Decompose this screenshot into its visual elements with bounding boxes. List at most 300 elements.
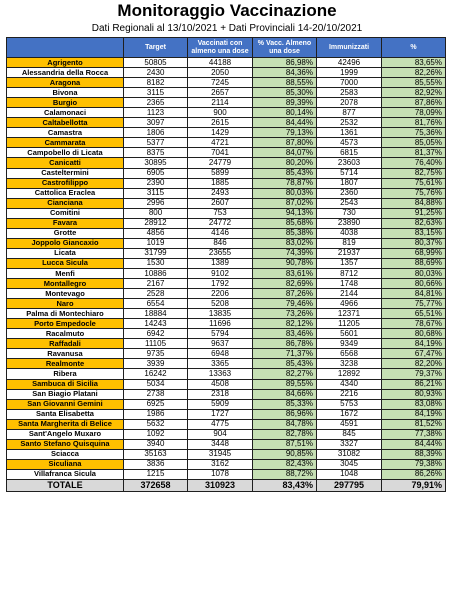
row-target: 14243	[124, 319, 188, 329]
row-immunized: 1807	[317, 178, 382, 188]
row-target: 2430	[124, 68, 188, 78]
row-immunized: 845	[317, 429, 382, 439]
row-vaccinated: 7245	[188, 78, 253, 88]
row-immunized: 2144	[317, 289, 382, 299]
table-row	[7, 359, 446, 369]
table-row	[7, 148, 446, 158]
row-vaccinated-pct: 86,98%	[253, 58, 317, 68]
row-immunized-pct: 84,88%	[382, 198, 446, 208]
row-municipality: Cianciana	[7, 198, 124, 208]
row-immunized: 4966	[317, 299, 382, 309]
row-immunized: 2543	[317, 198, 382, 208]
table-row	[7, 469, 446, 479]
table-row	[7, 429, 446, 439]
row-immunized-pct: 83,15%	[382, 228, 446, 238]
row-vaccinated: 24772	[188, 218, 253, 228]
row-immunized-pct: 75,77%	[382, 299, 446, 309]
row-target: 2996	[124, 198, 188, 208]
row-target: 6942	[124, 329, 188, 339]
row-target: 1092	[124, 429, 188, 439]
row-immunized-pct: 88,69%	[382, 258, 446, 268]
row-municipality: San Giovanni Gemini	[7, 399, 124, 409]
row-target: 3115	[124, 88, 188, 98]
row-vaccinated-pct: 82,43%	[253, 459, 317, 469]
row-immunized-pct: 75,76%	[382, 188, 446, 198]
row-immunized: 1672	[317, 409, 382, 419]
table-row	[7, 268, 446, 278]
row-municipality: Calamonaci	[7, 108, 124, 118]
row-immunized-pct: 87,86%	[382, 98, 446, 108]
row-vaccinated: 3162	[188, 459, 253, 469]
table-row	[7, 238, 446, 248]
table-row	[7, 118, 446, 128]
row-immunized-pct: 82,75%	[382, 168, 446, 178]
row-immunized-pct: 82,20%	[382, 359, 446, 369]
page-subtitle: Dati Regionali al 13/10/2021 + Dati Provinciali 14-20/10/2021	[91, 23, 363, 34]
row-municipality: Santa Margherita di Belice	[7, 419, 124, 429]
row-immunized-pct: 79,38%	[382, 459, 446, 469]
row-immunized-pct: 65,51%	[382, 309, 446, 319]
row-immunized: 1357	[317, 258, 382, 268]
row-target: 31799	[124, 248, 188, 258]
row-municipality: Campobello di Licata	[7, 148, 124, 158]
row-vaccinated-pct: 84,36%	[253, 68, 317, 78]
table-row	[7, 459, 446, 469]
row-immunized-pct: 83,08%	[382, 399, 446, 409]
row-target: 2365	[124, 98, 188, 108]
row-target: 372658	[124, 479, 188, 491]
row-vaccinated: 2657	[188, 88, 253, 98]
row-immunized-pct: 85,05%	[382, 138, 446, 148]
row-municipality: Sciacca	[7, 449, 124, 459]
row-vaccinated: 5899	[188, 168, 253, 178]
row-municipality: Alessandria della Rocca	[7, 68, 124, 78]
table-row	[7, 299, 446, 309]
row-vaccinated: 24779	[188, 158, 253, 168]
row-vaccinated-pct: 84,44%	[253, 118, 317, 128]
row-immunized: 2078	[317, 98, 382, 108]
row-immunized-pct: 80,03%	[382, 268, 446, 278]
row-vaccinated: 5794	[188, 329, 253, 339]
row-vaccinated-pct: 86,78%	[253, 339, 317, 349]
table-row	[7, 198, 446, 208]
row-vaccinated-pct: 82,27%	[253, 369, 317, 379]
row-immunized: 12371	[317, 309, 382, 319]
row-municipality: Siculiana	[7, 459, 124, 469]
table-row	[7, 439, 446, 449]
row-municipality: Caltabellotta	[7, 118, 124, 128]
total-row	[7, 479, 446, 491]
row-vaccinated: 2607	[188, 198, 253, 208]
row-vaccinated-pct: 71,37%	[253, 349, 317, 359]
row-immunized: 877	[317, 108, 382, 118]
row-target: 8375	[124, 148, 188, 158]
row-immunized-pct: 82,26%	[382, 68, 446, 78]
row-immunized-pct: 78,09%	[382, 108, 446, 118]
table-row	[7, 168, 446, 178]
row-municipality: Canicatti	[7, 158, 124, 168]
row-vaccinated: 2318	[188, 389, 253, 399]
row-immunized: 297795	[317, 479, 382, 491]
row-vaccinated: 1885	[188, 178, 253, 188]
row-vaccinated: 2114	[188, 98, 253, 108]
row-immunized: 4038	[317, 228, 382, 238]
row-immunized: 2360	[317, 188, 382, 198]
row-immunized: 819	[317, 238, 382, 248]
row-immunized-pct: 75,61%	[382, 178, 446, 188]
row-municipality: Lucca Sicula	[7, 258, 124, 268]
row-municipality: Santa Elisabetta	[7, 409, 124, 419]
row-target: 800	[124, 208, 188, 218]
row-vaccinated: 4508	[188, 379, 253, 389]
row-vaccinated-pct: 86,96%	[253, 409, 317, 419]
row-target: 50805	[124, 58, 188, 68]
row-vaccinated-pct: 87,51%	[253, 439, 317, 449]
row-municipality: Grotte	[7, 228, 124, 238]
row-target: 3097	[124, 118, 188, 128]
header-vaccinated-pct: % Vacc. Almeno una dose	[253, 38, 317, 58]
row-immunized: 5753	[317, 399, 382, 409]
row-immunized: 23890	[317, 218, 382, 228]
row-immunized-pct: 81,76%	[382, 118, 446, 128]
table-row	[7, 379, 446, 389]
table-row	[7, 68, 446, 78]
row-municipality: Naro	[7, 299, 124, 309]
row-immunized: 4340	[317, 379, 382, 389]
row-immunized-pct: 86,21%	[382, 379, 446, 389]
row-target: 6925	[124, 399, 188, 409]
row-vaccinated-pct: 80,03%	[253, 188, 317, 198]
row-immunized-pct: 84,81%	[382, 289, 446, 299]
row-municipality: Ribera	[7, 369, 124, 379]
row-vaccinated: 9637	[188, 339, 253, 349]
row-target: 2528	[124, 289, 188, 299]
row-vaccinated-pct: 84,78%	[253, 419, 317, 429]
table-row	[7, 188, 446, 198]
row-immunized-pct: 82,92%	[382, 88, 446, 98]
row-municipality: Menfi	[7, 268, 124, 278]
row-vaccinated-pct: 84,07%	[253, 148, 317, 158]
row-vaccinated: 7041	[188, 148, 253, 158]
row-immunized: 7000	[317, 78, 382, 88]
row-vaccinated-pct: 83,61%	[253, 268, 317, 278]
row-immunized: 2532	[317, 118, 382, 128]
row-immunized-pct: 83,65%	[382, 58, 446, 68]
row-vaccinated-pct: 88,55%	[253, 78, 317, 88]
row-target: 3939	[124, 359, 188, 369]
row-vaccinated-pct: 94,13%	[253, 208, 317, 218]
row-target: 8182	[124, 78, 188, 88]
row-vaccinated: 4146	[188, 228, 253, 238]
row-immunized-pct: 79,91%	[382, 479, 446, 491]
header-target: Target	[124, 38, 188, 58]
row-vaccinated-pct: 74,39%	[253, 248, 317, 258]
row-target: 1986	[124, 409, 188, 419]
header-vaccinated: Vaccinati con almeno una dose	[188, 38, 253, 58]
row-vaccinated: 6948	[188, 349, 253, 359]
row-immunized: 12892	[317, 369, 382, 379]
row-immunized: 1999	[317, 68, 382, 78]
row-municipality: Palma di Montechiaro	[7, 309, 124, 319]
table-row	[7, 419, 446, 429]
row-immunized-pct: 78,67%	[382, 319, 446, 329]
row-immunized: 3045	[317, 459, 382, 469]
row-vaccinated-pct: 82,69%	[253, 279, 317, 289]
table-row	[7, 138, 446, 148]
row-municipality: Agrigento	[7, 58, 124, 68]
row-immunized: 8712	[317, 268, 382, 278]
row-vaccinated: 3448	[188, 439, 253, 449]
row-vaccinated-pct: 79,46%	[253, 299, 317, 309]
row-vaccinated: 1727	[188, 409, 253, 419]
row-vaccinated: 13363	[188, 369, 253, 379]
row-vaccinated: 5909	[188, 399, 253, 409]
row-vaccinated-pct: 78,87%	[253, 178, 317, 188]
row-target: 35163	[124, 449, 188, 459]
row-immunized-pct: 81,37%	[382, 148, 446, 158]
row-vaccinated: 9102	[188, 268, 253, 278]
row-municipality: Raffadali	[7, 339, 124, 349]
row-municipality: Montallegro	[7, 279, 124, 289]
row-target: 2738	[124, 389, 188, 399]
row-target: 5034	[124, 379, 188, 389]
table-row	[7, 128, 446, 138]
row-municipality: Realmonte	[7, 359, 124, 369]
row-immunized-pct: 84,19%	[382, 339, 446, 349]
row-vaccinated: 3365	[188, 359, 253, 369]
row-vaccinated-pct: 82,12%	[253, 319, 317, 329]
row-vaccinated: 13835	[188, 309, 253, 319]
row-target: 3115	[124, 188, 188, 198]
row-immunized-pct: 81,52%	[382, 419, 446, 429]
row-vaccinated: 11696	[188, 319, 253, 329]
table-row	[7, 158, 446, 168]
row-vaccinated-pct: 85,33%	[253, 399, 317, 409]
table-row	[7, 58, 446, 68]
row-immunized-pct: 80,93%	[382, 389, 446, 399]
row-target: 2167	[124, 279, 188, 289]
row-immunized: 23603	[317, 158, 382, 168]
table-row	[7, 289, 446, 299]
vaccination-table	[6, 37, 446, 492]
row-immunized-pct: 85,55%	[382, 78, 446, 88]
header-row	[7, 38, 446, 58]
row-target: 9735	[124, 349, 188, 359]
header-municipality	[7, 38, 124, 58]
row-vaccinated: 2050	[188, 68, 253, 78]
row-target: 6554	[124, 299, 188, 309]
row-immunized: 42496	[317, 58, 382, 68]
row-vaccinated: 5208	[188, 299, 253, 309]
row-municipality: Sambuca di Sicilia	[7, 379, 124, 389]
row-immunized: 9349	[317, 339, 382, 349]
row-target: 18884	[124, 309, 188, 319]
table-row	[7, 258, 446, 268]
row-municipality: Burgio	[7, 98, 124, 108]
row-target: 11105	[124, 339, 188, 349]
row-vaccinated-pct: 82,78%	[253, 429, 317, 439]
row-municipality: San Biagio Platani	[7, 389, 124, 399]
row-target: 1806	[124, 128, 188, 138]
row-immunized: 4591	[317, 419, 382, 429]
row-immunized-pct: 84,44%	[382, 439, 446, 449]
row-vaccinated-pct: 89,55%	[253, 379, 317, 389]
row-immunized: 6568	[317, 349, 382, 359]
row-immunized-pct: 67,47%	[382, 349, 446, 359]
row-municipality: Favara	[7, 218, 124, 228]
row-vaccinated: 904	[188, 429, 253, 439]
row-target: 30895	[124, 158, 188, 168]
row-immunized-pct: 80,68%	[382, 329, 446, 339]
row-vaccinated: 2615	[188, 118, 253, 128]
row-immunized-pct: 77,38%	[382, 429, 446, 439]
table-row	[7, 228, 446, 238]
row-vaccinated: 1429	[188, 128, 253, 138]
row-municipality: Cattolica Eraclea	[7, 188, 124, 198]
row-vaccinated-pct: 87,26%	[253, 289, 317, 299]
row-immunized-pct: 75,36%	[382, 128, 446, 138]
row-immunized-pct: 88,39%	[382, 449, 446, 459]
table-row	[7, 248, 446, 258]
row-vaccinated: 2493	[188, 188, 253, 198]
table-row	[7, 339, 446, 349]
row-municipality: Ravanusa	[7, 349, 124, 359]
row-vaccinated: 2206	[188, 289, 253, 299]
row-vaccinated: 1078	[188, 469, 253, 479]
row-immunized: 730	[317, 208, 382, 218]
row-vaccinated-pct: 90,78%	[253, 258, 317, 268]
row-target: 5632	[124, 419, 188, 429]
table-row	[7, 78, 446, 88]
row-immunized: 5601	[317, 329, 382, 339]
row-immunized-pct: 79,37%	[382, 369, 446, 379]
row-vaccinated-pct: 80,14%	[253, 108, 317, 118]
header-immunized-pct: %	[382, 38, 446, 58]
row-vaccinated-pct: 88,72%	[253, 469, 317, 479]
row-vaccinated: 44188	[188, 58, 253, 68]
row-immunized: 21937	[317, 248, 382, 258]
row-immunized: 3327	[317, 439, 382, 449]
row-vaccinated-pct: 85,38%	[253, 228, 317, 238]
row-target: 1123	[124, 108, 188, 118]
table-row	[7, 108, 446, 118]
table-body	[7, 58, 446, 492]
row-vaccinated-pct: 85,43%	[253, 359, 317, 369]
row-municipality: Bivona	[7, 88, 124, 98]
row-vaccinated-pct: 80,20%	[253, 158, 317, 168]
table-row	[7, 88, 446, 98]
row-immunized-pct: 86,26%	[382, 469, 446, 479]
row-vaccinated-pct: 85,30%	[253, 88, 317, 98]
row-municipality: Aragona	[7, 78, 124, 88]
row-vaccinated: 846	[188, 238, 253, 248]
row-immunized: 2583	[317, 88, 382, 98]
table-row	[7, 369, 446, 379]
row-immunized: 1748	[317, 279, 382, 289]
row-municipality: Joppolo Giancaxio	[7, 238, 124, 248]
table-row	[7, 319, 446, 329]
row-vaccinated-pct: 85,43%	[253, 168, 317, 178]
row-target: 10886	[124, 268, 188, 278]
row-vaccinated-pct: 83,46%	[253, 329, 317, 339]
table-row	[7, 399, 446, 409]
table-row	[7, 409, 446, 419]
row-vaccinated: 4775	[188, 419, 253, 429]
row-vaccinated-pct: 85,68%	[253, 218, 317, 228]
table-row	[7, 218, 446, 228]
row-vaccinated: 1792	[188, 279, 253, 289]
header-immunized: Immunizzati	[317, 38, 382, 58]
row-target: 16242	[124, 369, 188, 379]
row-immunized: 1048	[317, 469, 382, 479]
row-immunized-pct: 82,63%	[382, 218, 446, 228]
row-immunized: 4573	[317, 138, 382, 148]
row-target: 1215	[124, 469, 188, 479]
row-target: 1530	[124, 258, 188, 268]
row-vaccinated-pct: 87,80%	[253, 138, 317, 148]
row-immunized: 3238	[317, 359, 382, 369]
row-municipality: Montevago	[7, 289, 124, 299]
table-row	[7, 329, 446, 339]
row-vaccinated-pct: 87,02%	[253, 198, 317, 208]
row-municipality: Castrofilippo	[7, 178, 124, 188]
row-vaccinated-pct: 90,85%	[253, 449, 317, 459]
row-vaccinated-pct: 83,02%	[253, 238, 317, 248]
row-municipality: Racalmuto	[7, 329, 124, 339]
row-vaccinated: 900	[188, 108, 253, 118]
row-municipality: Casteltermini	[7, 168, 124, 178]
row-municipality: Licata	[7, 248, 124, 258]
row-immunized: 2216	[317, 389, 382, 399]
row-immunized-pct: 80,66%	[382, 279, 446, 289]
row-municipality: Comitini	[7, 208, 124, 218]
row-vaccinated-pct: 83,43%	[253, 479, 317, 491]
row-vaccinated: 310923	[188, 479, 253, 491]
row-immunized: 6815	[317, 148, 382, 158]
table-row	[7, 309, 446, 319]
row-vaccinated-pct: 79,13%	[253, 128, 317, 138]
row-municipality: Porto Empedocle	[7, 319, 124, 329]
table-row	[7, 178, 446, 188]
row-immunized-pct: 76,40%	[382, 158, 446, 168]
table-row	[7, 449, 446, 459]
table-row	[7, 349, 446, 359]
row-municipality: Cammarata	[7, 138, 124, 148]
row-vaccinated: 31945	[188, 449, 253, 459]
row-municipality: Villafranca Sicula	[7, 469, 124, 479]
row-target: 6905	[124, 168, 188, 178]
row-target: 1019	[124, 238, 188, 248]
row-municipality: Sant'Angelo Muxaro	[7, 429, 124, 439]
row-vaccinated-pct: 89,39%	[253, 98, 317, 108]
row-vaccinated-pct: 73,26%	[253, 309, 317, 319]
row-municipality: TOTALE	[7, 479, 124, 491]
row-immunized: 5714	[317, 168, 382, 178]
row-municipality: Santo Stefano Quisquina	[7, 439, 124, 449]
row-immunized: 31082	[317, 449, 382, 459]
row-immunized: 11205	[317, 319, 382, 329]
table-row	[7, 389, 446, 399]
row-target: 28912	[124, 218, 188, 228]
row-target: 4856	[124, 228, 188, 238]
table-row	[7, 279, 446, 289]
row-vaccinated-pct: 84,66%	[253, 389, 317, 399]
row-target: 3940	[124, 439, 188, 449]
row-target: 3836	[124, 459, 188, 469]
page-title: Monitoraggio Vaccinazione	[117, 1, 337, 20]
row-vaccinated: 1389	[188, 258, 253, 268]
row-vaccinated: 753	[188, 208, 253, 218]
